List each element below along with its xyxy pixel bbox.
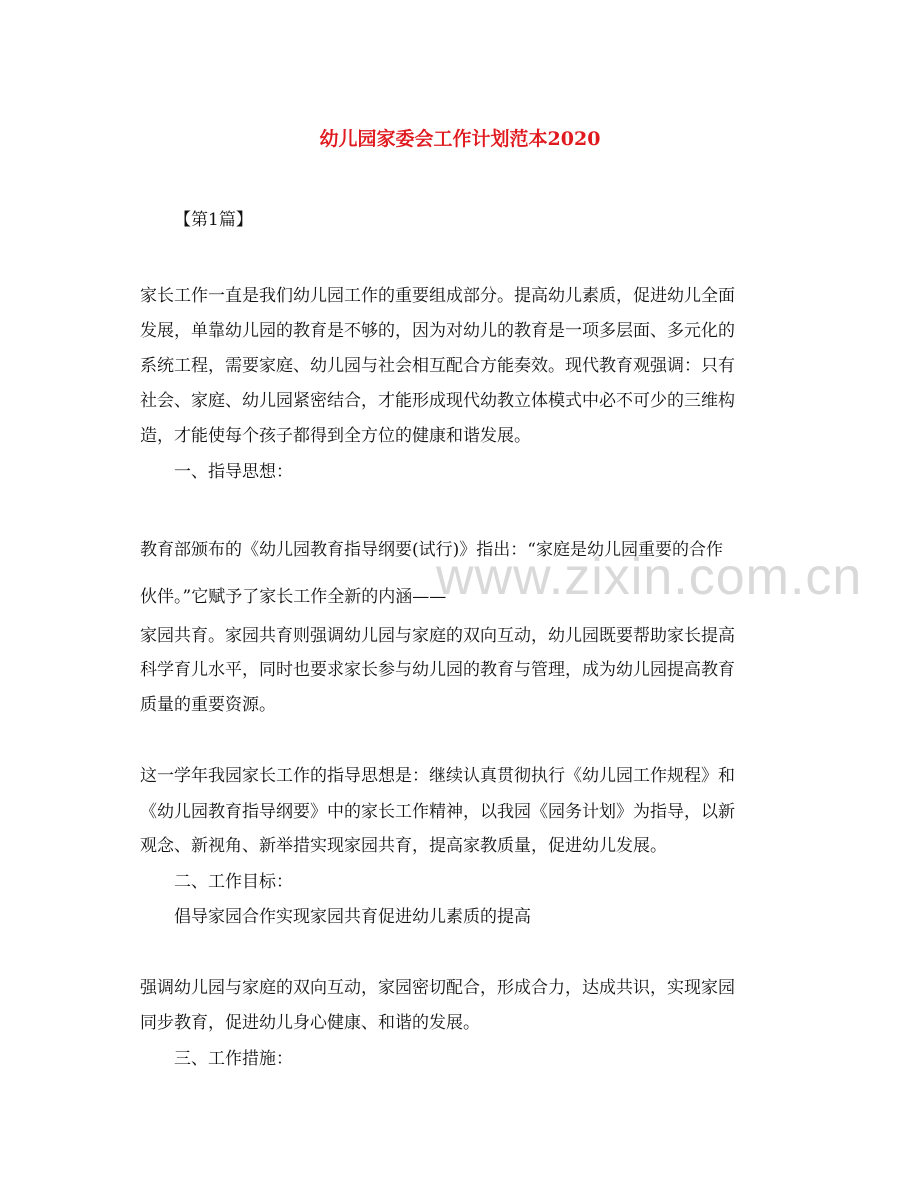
paragraph-line: 家园共育。家园共育则强调幼儿园与家庭的双向互动，幼儿园既要帮助家长提高	[140, 626, 735, 646]
paragraph-line: 同步教育，促进幼儿身心健康、和谐的发展。	[140, 1013, 480, 1033]
paragraph-line: 造，才能使每个孩子都得到全方位的健康和谐发展。	[140, 426, 531, 446]
paragraph-line: 科学育儿水平，同时也要求家长参与幼儿园的教育与管理，成为幼儿园提高教育	[140, 660, 735, 680]
goal-statement: 倡导家园合作实现家园共育促进幼儿素质的提高	[174, 907, 531, 927]
paragraph-line: 伙伴。”它赋予了家长工作全新的内涵——	[140, 587, 447, 607]
paragraph-line: 质量的重要资源。	[140, 695, 276, 715]
paragraph-line: 发展，单靠幼儿园的教育是不够的，因为对幼儿的教育是一项多层面、多元化的	[140, 321, 735, 341]
paragraph-line: 观念、新视角、新举措实现家园共育，提高家教质量，促进幼儿发展。	[140, 836, 667, 856]
section-marker: 【第1篇】	[174, 210, 253, 230]
section-heading: 二、工作目标：	[174, 872, 293, 892]
paragraph-line: 教育部颁布的《幼儿园教育指导纲要(试行)》指出：“家庭是幼儿园重要的合作	[140, 540, 723, 560]
watermark: www.zixin.com.cn	[436, 548, 863, 606]
paragraph-line: 这一学年我园家长工作的指导思想是：继续认真贯彻执行《幼儿园工作规程》和	[140, 766, 735, 786]
section-heading: 一、指导思想：	[174, 462, 293, 482]
paragraph-line: 系统工程，需要家庭、幼儿园与社会相互配合方能奏效。现代教育观强调：只有	[140, 356, 735, 376]
paragraph-line: 社会、家庭、幼儿园紧密结合，才能形成现代幼教立体模式中必不可少的三维构	[140, 391, 735, 411]
paragraph-line: 强调幼儿园与家庭的双向互动，家园密切配合，形成合力，达成共识，实现家园	[140, 978, 735, 998]
paragraph-line: 《幼儿园教育指导纲要》中的家长工作精神，以我园《园务计划》为指导，以新	[140, 802, 735, 822]
section-heading: 三、工作措施：	[174, 1049, 293, 1069]
document-title: 幼儿园家委会工作计划范本2020	[319, 128, 601, 150]
paragraph-line: 家长工作一直是我们幼儿园工作的重要组成部分。提高幼儿素质，促进幼儿全面	[140, 286, 735, 306]
